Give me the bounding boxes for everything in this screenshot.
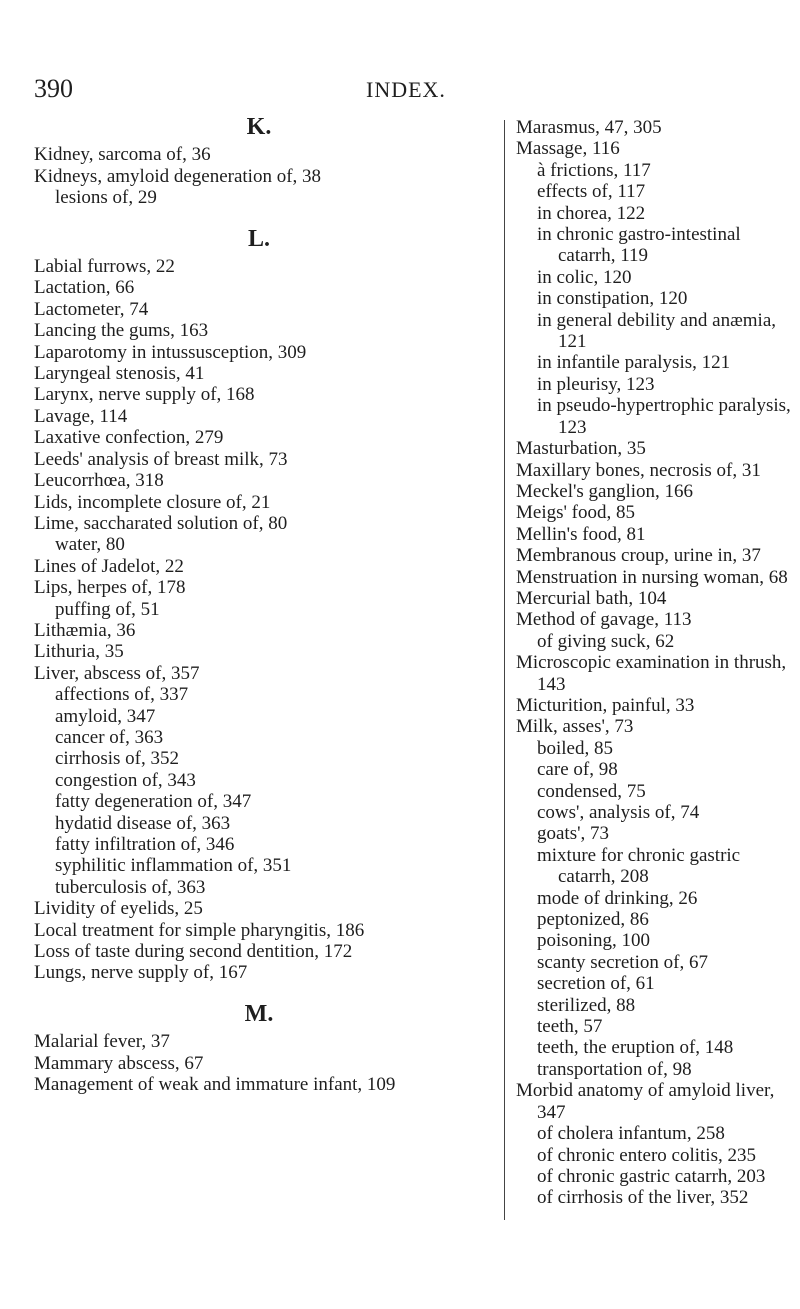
- index-subentry: amyloid, 347: [55, 705, 156, 727]
- index-subentry: goats', 73: [537, 823, 610, 845]
- index-entry: Meigs' food, 85: [516, 502, 636, 524]
- section-letter: M.: [244, 1000, 274, 1027]
- index-column-right: [516, 117, 791, 1209]
- index-subentry: cancer of, 363: [55, 726, 164, 748]
- index-subentry: of chronic gastric catarrh, 203: [537, 1165, 766, 1187]
- index-entry: Lime, saccharated solution of, 80: [34, 512, 288, 534]
- index-column-left: [34, 114, 484, 1096]
- index-subentry: hydatid disease of, 363: [55, 812, 231, 834]
- index-entry: Morbid anatomy of amyloid liver, 347: [516, 1080, 775, 1123]
- index-entry: Kidneys, amyloid degeneration of, 38: [34, 165, 322, 187]
- index-entry: Milk, asses', 73: [516, 716, 634, 738]
- index-entry: Kidney, sarcoma of, 36: [34, 144, 211, 166]
- index-subentry: water, 80: [55, 534, 125, 556]
- index-subentry: in chorea, 122: [537, 202, 646, 224]
- index-entry: Mellin's food, 81: [516, 523, 646, 545]
- index-subentry: lesions of, 29: [55, 187, 157, 209]
- index-subentry: in infantile paralysis, 121: [537, 352, 731, 374]
- index-entry: Lithuria, 35: [34, 641, 124, 663]
- index-subentry: in pleurisy, 123: [537, 373, 655, 395]
- index-entry: Masturbation, 35: [516, 438, 646, 460]
- index-entry: Menstruation in nursing woman, 68: [516, 566, 788, 588]
- index-entry: Meckel's ganglion, 166: [516, 480, 694, 502]
- index-subentry: affections of, 337: [55, 684, 189, 706]
- index-subentry: à frictions, 117: [537, 159, 651, 181]
- index-entry: Loss of taste during second dentition, 172: [34, 941, 353, 963]
- index-subentry: cirrhosis of, 352: [55, 748, 180, 770]
- index-entry: Maxillary bones, necrosis of, 31: [516, 459, 761, 481]
- index-entry: Method of gavage, 113: [516, 609, 692, 631]
- page-title: INDEX.: [366, 77, 446, 102]
- index-entry: Laryngeal stenosis, 41: [34, 363, 205, 385]
- index-subentry: condensed, 75: [537, 780, 646, 802]
- index-entry: Malarial fever, 37: [34, 1031, 170, 1053]
- index-subentry: in colic, 120: [537, 266, 632, 288]
- section-letter: K.: [246, 114, 272, 140]
- index-subentry: care of, 98: [537, 759, 618, 781]
- index-subentry: puffing of, 51: [55, 598, 160, 620]
- page-number: 390: [34, 74, 73, 103]
- index-entry: Leucorrhœa, 318: [34, 470, 164, 492]
- index-entry: Marasmus, 47, 305: [516, 117, 662, 138]
- index-subentry: teeth, 57: [537, 1016, 603, 1038]
- index-entry: Lungs, nerve supply of, 167: [34, 962, 248, 984]
- index-entry: Lividity of eyelids, 25: [34, 898, 203, 920]
- index-subentry: fatty degeneration of, 347: [55, 791, 252, 813]
- index-subentry: in pseudo-hypertrophic paralysis, 123: [537, 395, 791, 438]
- index-subentry: of cholera infantum, 258: [537, 1123, 725, 1145]
- index-entry: Mammary abscess, 67: [34, 1052, 204, 1074]
- index-entry: Microscopic examination in thrush, 143: [516, 652, 787, 695]
- index-entry: Membranous croup, urine in, 37: [516, 545, 761, 567]
- index-entry: Laxative confection, 279: [34, 427, 224, 449]
- index-subentry: secretion of, 61: [537, 973, 655, 995]
- index-entry: Lines of Jadelot, 22: [34, 555, 184, 577]
- index-entry: Lithæmia, 36: [34, 619, 136, 641]
- index-subentry: of chronic entero colitis, 235: [537, 1144, 756, 1166]
- index-entry: Lancing the gums, 163: [34, 320, 209, 342]
- index-subentry: sterilized, 88: [537, 994, 636, 1016]
- index-entry: Laparotomy in intussusception, 309: [34, 341, 307, 363]
- index-subentry: syphilitic inflammation of, 351: [55, 855, 292, 877]
- index-subentry: mixture for chronic gastric catarrh, 208: [537, 844, 741, 888]
- index-subentry: teeth, the eruption of, 148: [537, 1037, 734, 1059]
- index-entry: Lips, herpes of, 178: [34, 577, 186, 599]
- index-entry: Micturition, painful, 33: [516, 694, 695, 716]
- index-entry: Local treatment for simple pharyngitis, 186: [34, 919, 365, 941]
- index-subentry: of giving suck, 62: [537, 630, 675, 652]
- index-entry: Labial furrows, 22: [34, 256, 175, 278]
- index-subentry: effects of, 117: [537, 181, 646, 203]
- index-entry: Leeds' analysis of breast milk, 73: [34, 448, 288, 470]
- section-letter: L.: [247, 225, 270, 252]
- index-subentry: in chronic gastro-intestinal catarrh, 119: [537, 224, 741, 267]
- index-entry: Management of weak and immature infant, 109: [34, 1074, 396, 1096]
- index-subentry: fatty infiltration of, 346: [55, 834, 235, 855]
- index-subentry: mode of drinking, 26: [537, 887, 698, 909]
- index-subentry: in general debility and anæmia, 121: [537, 309, 777, 353]
- index-entry: Lids, incomplete closure of, 21: [34, 491, 271, 513]
- index-entry: Lactation, 66: [34, 277, 135, 299]
- index-subentry: in constipation, 120: [537, 288, 688, 310]
- index-subentry: poisoning, 100: [537, 930, 650, 952]
- index-entry: Massage, 116: [516, 138, 620, 160]
- index-entry: Larynx, nerve supply of, 168: [34, 384, 255, 406]
- index-subentry: peptonized, 86: [537, 909, 649, 931]
- index-entry: Lavage, 114: [34, 405, 128, 427]
- index-subentry: congestion of, 343: [55, 769, 196, 791]
- index-subentry: transportation of, 98: [537, 1058, 692, 1080]
- index-subentry: scanty secretion of, 67: [537, 951, 708, 973]
- index-subentry: tuberculosis of, 363: [55, 876, 206, 898]
- index-subentry: boiled, 85: [537, 737, 613, 759]
- index-entry: Liver, abscess of, 357: [34, 662, 200, 684]
- index-subentry: cows', analysis of, 74: [537, 802, 700, 823]
- index-entry: Lactometer, 74: [34, 298, 149, 320]
- column-divider: [504, 120, 505, 1220]
- index-entry: Mercurial bath, 104: [516, 587, 667, 609]
- index-subentry: of cirrhosis of the liver, 352: [537, 1187, 749, 1209]
